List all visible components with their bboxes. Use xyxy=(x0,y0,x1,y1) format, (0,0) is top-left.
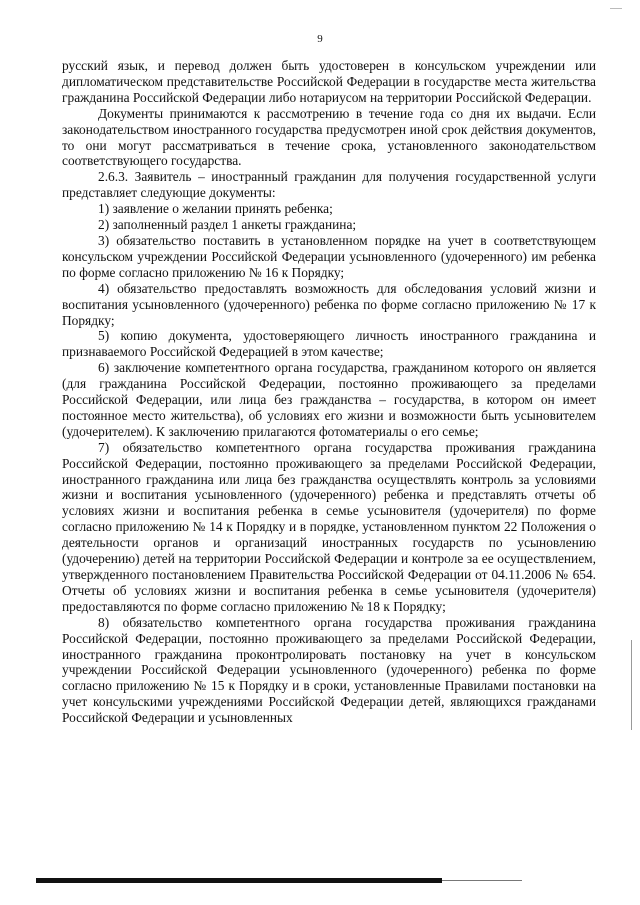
paragraph: Документы принимаются к рассмотрению в течение года со дня их выдачи. Если законодательством иностранного государства предусмотрен иной срок действия документов, то они могут рассматриваться в течение срока, установленного законодательством соответствующего государства. xyxy=(62,105,596,169)
paragraph: русский язык, и перевод должен быть удостоверен в консульском учреждении или дипломатическом представительстве Российской Федерации в государстве места жительства гражданина Российской Федерации либо нотариусом на территории Российской Федерации. xyxy=(62,58,596,105)
list-item: 1) заявление о желании принять ребенка; xyxy=(98,201,333,217)
page-number: 9 xyxy=(317,33,323,45)
list-item: 7) обязательство компетентного органа государства проживания гражданина Российской Федерации, постоянно проживающего за пределами Российской Федерации, иностранного гражданина или лица без гражданства осуществлять контроль за условиями жизни и воспитания усыновленного (удочеренного) ребенка и представлять отчеты об условиях жизни и воспитания ребенка в семье усыновителя (удочерителя) по форме согласно приложению № 14 к Порядку и в порядке, установленном пунктом 22 Положения о деятельности органов и организаций иностранных государств по усыновлению (удочерению) детей на территории Российской Федерации и контроле за ее осуществлением, утвержденного постановлением Правительства Российской Федерации от 04.11.2006 № 654. Отчеты об условиях жизни и воспитания ребенка в семье усыновителя (удочерителя) предоставляются по форме согласно приложению № 18 к Порядку; xyxy=(62,439,596,614)
list-item: 3) обязательство поставить в установленном порядке на учет в соответствующем консульском учреждении Российской Федерации усыновленного (удочеренного) им ребенка по форме согласно приложению № 16 к Порядку; xyxy=(62,232,596,280)
list-item: 2) заполненный раздел 1 анкеты гражданина; xyxy=(98,217,357,233)
scan-mark xyxy=(610,8,622,9)
document-body xyxy=(62,58,596,726)
list-item: 5) копию документа, удостоверяющего личность иностранного гражданина и признаваемого Российской Федерацией в этом качестве; xyxy=(62,328,596,360)
scan-edge-line xyxy=(631,640,632,730)
list-item: 6) заключение компетентного органа государства, гражданином которого он является (для гражданина Российской Федерации, постоянно проживающего за пределами Российской Федерации, или лица без гражданства – государства, в котором он имеет постоянное место жительства), об условиях его жизни и возможности быть усыновителем (удочерителем). К заключению прилагаются фотоматериалы о его семье; xyxy=(62,360,596,439)
list-item: 4) обязательство предоставлять возможность для обследования условий жизни и воспитания усыновленного (удочеренного) ребенка по форме согласно приложению № 17 к Порядку; xyxy=(62,280,596,328)
paragraph: 2.6.3. Заявитель – иностранный гражданин для получения государственной услуги представляет следующие документы: xyxy=(62,169,596,201)
list-item: 8) обязательство компетентного органа государства проживания гражданина Российской Федерации, постоянно проживающего за пределами Российской Федерации, иностранного гражданина проконтролировать постановку на учет в консульском учреждении Российской Федерации усыновленного (удочеренного) ребенка по форме согласно приложению № 15 к Порядку и в сроки, установленные Правилами постановки на учет консульскими учреждениями Российской Федерации детей, являющихся гражданами Российской Федерации и усыновленных xyxy=(62,614,596,726)
scan-bottom-bar xyxy=(36,878,442,883)
scan-bottom-line xyxy=(442,880,522,881)
